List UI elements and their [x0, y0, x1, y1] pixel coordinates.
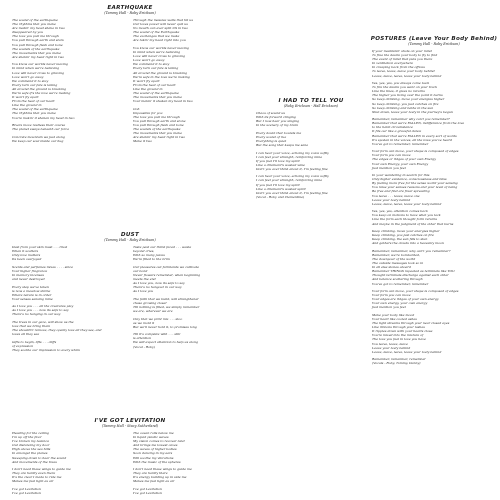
lyric-line: Every sound of rue: [256, 134, 287, 139]
lyric-line: The planet sways beneath our force: [12, 127, 70, 132]
lyric-line: Are shakin' my head right in two: [12, 54, 65, 59]
lyric-line: We keep our soul inside our hug: [12, 138, 64, 143]
song-postures: [370, 36, 498, 498]
lyric-line: To leave, leave, leave your body behind: [372, 69, 435, 74]
lyric-line: The sounds of the earthquake: [12, 46, 60, 51]
lyric-line: Every turn our fate is taking: [133, 66, 179, 71]
lyric-line: Leave your body behind: [372, 197, 411, 202]
lyric-line: The love you pull me through: [12, 34, 59, 39]
lyric-line: Remember, remember, remember: [372, 357, 426, 362]
lyrics-column: [12, 245, 127, 352]
lyric-line: Rivers move restless their course: [12, 123, 66, 128]
lyric-line: The ocean rolls below me: [133, 431, 174, 435]
lyrics-column: [12, 18, 122, 143]
lyric-line: It won't fly apart: [12, 95, 39, 100]
lyric-line: You've got to remember, remember: [372, 141, 429, 146]
lyrics-column: [372, 49, 496, 365]
lyric-line: Shut down, leave your body in the journey's begun: [372, 109, 453, 114]
song-earthquake: [8, 5, 252, 225]
lyric-line: In mind when we're believing: [12, 66, 60, 71]
lyric-line: It's the clear I made to ride me: [12, 475, 62, 480]
song-title: I HAD TO TELL YOU: [278, 98, 344, 104]
lyric-line: You're makin' it shaken my head in two: [12, 115, 75, 120]
lyric-line: You pull through earth and stone: [133, 118, 186, 123]
lyric-line: The higher you living over the point it burns: [372, 93, 443, 98]
lyric-line: There's no hangout in our way: [133, 285, 182, 290]
lyric-line: Heading for the ceiling: [12, 431, 49, 435]
lyric-line: And maybe in the judgment of the other that burns: [372, 221, 454, 226]
lyric-line: Your form can move, your shape is composed of edges: [372, 289, 459, 293]
lyric-line: love that we bring them: [12, 324, 51, 329]
lyric-line: Sweeping down to hear the sound: [12, 455, 67, 460]
lyric-line: The sound of the earthquake: [12, 107, 58, 112]
lyric-line: of expression: [12, 343, 34, 348]
song-i-had-to-tell-you: [250, 98, 372, 228]
song-credit: (Tammy Hall - Roby Erickson): [104, 238, 156, 242]
lyric-line: chase growing closer: [133, 300, 167, 305]
lyric-line: Makes me feel light as air: [133, 479, 175, 484]
lyric-line: Through the massive walls that hit us: [133, 18, 193, 22]
lyric-line: Leave, leave, leave, leave your body behind: [372, 73, 442, 78]
lyric-line: Your senses sensing mine: [12, 296, 53, 301]
lyric-line: There's no hanging in our way: [12, 312, 61, 317]
lyric-line: Be free and find are freer spreading: [372, 189, 430, 194]
lyric-line: Your higher fragrance: [12, 268, 48, 273]
lyric-line: Gifts to begin, lifts . . . cliffs: [12, 339, 57, 344]
lyric-line: Your form you can move: [372, 153, 411, 158]
song-dust: [8, 232, 252, 414]
lyric-line: we are, wherever we are: [133, 309, 173, 314]
lyric-line: We command it to stay: [12, 78, 49, 83]
lyric-line: As I love you, now its safe to say: [133, 281, 185, 286]
lyric-line: beyond cries,: [133, 249, 155, 254]
lyric-line: You leave . . . leave, leave one: [372, 193, 420, 198]
lyric-line: I don't need these wings to guide me: [133, 467, 192, 472]
lyric-line: our bond: [133, 268, 148, 273]
lyric-line: The rhythms that you make: [12, 111, 56, 116]
lyric-line: I've got Levitation: [133, 491, 162, 495]
lyric-line: It won't fly apart: [133, 78, 160, 83]
lyric-line: It ripples down with your hearts close: [372, 329, 433, 334]
lyric-line: Don't you ever think about it, I'm feeling fine: [256, 190, 328, 195]
lyric-line: As I love you . . . now its safe to say: [12, 308, 69, 313]
lyric-line: You're mixed into the mixture of: [372, 333, 424, 338]
lyric-line: Thought terminals discharge against each other: [372, 273, 449, 278]
lyric-line: To fire the desire you want on your track: [372, 85, 438, 90]
lyric-line: In your wandering in search for this: [372, 173, 430, 178]
lyric-line: I can hear your voice, echoing my voice softly: [256, 150, 329, 155]
song-credit: (Roky Erickson - Hall Erickson): [283, 104, 338, 108]
lyric-line: To free the desire your body to fly to find: [372, 53, 438, 58]
lyric-line: The sounds of the earthquake: [133, 127, 181, 132]
lyric-line: Remember, remember, why can't you remember?: [372, 248, 451, 253]
lyric-line: The outside messages look so in: [372, 261, 424, 266]
lyric-line: Your own energy, your own energy: [372, 301, 428, 306]
lyric-line: Are makin' my head shake in two: [12, 26, 65, 31]
lyric-line: As I love you: [133, 289, 154, 294]
lyric-line: We're safe if's the love we're making: [12, 90, 71, 95]
lyric-line: The trees in our gaze, will show us the: [12, 319, 74, 324]
lyric-line: Till nothing is filled, we simply remember: [133, 305, 200, 309]
song-title: DUST: [120, 232, 140, 238]
lyric-line: Clay that we print mix . . . stoo: [133, 316, 183, 321]
lyric-line: They are hardly even there: [12, 471, 56, 476]
lyric-line: Till it's complete with . . . still: [133, 332, 181, 337]
lyric-line: The exchanges that we make: [133, 34, 180, 39]
lyric-line: Your heart like cooled ashes: [372, 316, 417, 321]
lyric-line: Don't you ever think about it, I'm feeling fine: [256, 166, 328, 171]
lyric-line: But we'll never hold it, to promises long: [133, 324, 197, 329]
lyric-line: I've got Levitation: [133, 486, 162, 491]
lyric-line: You pull through flesh and bone: [12, 42, 63, 47]
lyric-line: Remember that we're FALLEN in every sort of words: [372, 133, 457, 138]
lyric-line: Like the ground in: [12, 103, 42, 108]
lyric-line: Your form can move, your shape is composed of edges: [372, 149, 459, 154]
lyric-line: The shouldn't remove, they openly love all they see, and: [12, 328, 102, 333]
lyric-line: as we mold it: [133, 320, 155, 325]
lyric-line: Out distancing my door: [12, 443, 50, 448]
lyric-line: Love won't go away: [12, 74, 44, 79]
lyric-line: Every turn our fate is taking: [12, 82, 58, 87]
lyric-line: Remember that we're FALLEN, indifference from the love: [372, 121, 465, 126]
lyric-line: Where nature is in order: [12, 292, 52, 297]
lyric-line: meets the end: [133, 277, 156, 282]
lyric-line: All around the ground is breaking: [12, 86, 66, 91]
song-title: EARTHQUAKE: [107, 5, 153, 11]
lyric-line: You keep on motions to have what you lack: [372, 213, 441, 218]
lyric-line: The sound of the earthquake: [133, 90, 179, 95]
lyric-line: The movements that you make: [133, 95, 182, 100]
lyrics-column: [12, 431, 127, 495]
lyric-line: In creeping back from the offices: [372, 65, 425, 70]
lyric-line: Dust from your skin must . . . trust: [12, 245, 68, 249]
lyric-line: and never destroyed: [12, 277, 45, 282]
lyric-line: With the music of the spheres: [133, 459, 181, 464]
lyric-line: You leave, leave, leave: [372, 341, 408, 346]
lyric-line: I don't need these wings to guide me: [12, 467, 71, 472]
lyrics-column: [133, 18, 248, 144]
song-title: I'VE GOT LEVITATION: [94, 418, 166, 424]
lyric-line: Our pleasures out farmlands we cultivate: [133, 264, 200, 269]
lyric-line: Yes, yes, yes, attention comes back: [372, 209, 428, 214]
lyric-line: From the heat of our heart: [12, 99, 55, 104]
lyric-line: No mouth can ever split US in two: [133, 26, 189, 31]
lyric-line: Are takin' my head right into you: [133, 38, 186, 43]
lyric-line: Makes me feel light as air: [12, 479, 54, 484]
lyric-line: Your own Energy, your own Energy: [372, 161, 429, 166]
lyric-line: You know our worlds never leaving: [133, 45, 189, 50]
lyric-line: Remember, we're bombarded,: [372, 252, 420, 257]
lyric-line: Keep climbing, move your energies higher: [372, 229, 440, 233]
lyric-line: In all else stones aboard: [372, 265, 411, 270]
lyric-line: Keep climbing, you just catches on fire: [372, 233, 434, 238]
lyric-line: Your edges are ridges of your own energy: [372, 297, 439, 302]
lyric-line: disappeared by you: [12, 30, 44, 35]
lyric-line: Every doubt that bounds me: [256, 130, 302, 135]
lyric-line: Make it two: [133, 139, 152, 144]
lyric-line: Soon dancing in my ears: [133, 451, 173, 456]
lyric-line: Will soothe my vibrations: [133, 455, 174, 460]
lyric-line: I can feel your strength, reinforcing mine: [256, 178, 323, 183]
lyric-line: If your maddenin' shots on your mind: [372, 49, 432, 53]
lyric-line: In the scenery of my brain: [256, 123, 299, 128]
lyric-line: If you feel I'll love my spirit: [256, 158, 300, 163]
lyric-line: Your form you can move: [372, 293, 411, 298]
lyric-line: Never flowers remember, when beginning: [133, 272, 201, 277]
lyric-line: You know our worlds never leaving: [12, 62, 68, 67]
lyrics-column: [133, 431, 248, 495]
lyric-line: The faith that we build, will strengthener: [133, 296, 199, 301]
lyric-line: And gathers the clouds into a heavenly moon: [372, 241, 444, 246]
lyric-line: Make your body like mood: [372, 312, 415, 317]
lyric-line: It's spoken in the voices, all the lows you've heard: [372, 137, 452, 142]
lyric-line: Are shakin' my head right in two: [133, 135, 186, 140]
lyric-line: Concrete mountain we just along: [12, 134, 65, 139]
lyric-line: The sound of the Earthquake: [133, 30, 180, 35]
lyric-line: We command it to stay: [133, 62, 170, 67]
lyric-line: is attention: [133, 336, 152, 341]
lyric-line: With so many juices: [133, 253, 165, 258]
lyric-line: And movements of the trees: [12, 459, 57, 464]
lyrics-column: [256, 111, 370, 199]
lyric-line: As I love you . . . all the creatures play: [12, 304, 74, 309]
lyric-line: I'm up off the floor: [12, 435, 42, 440]
lyric-line: Like a drunkard's wasted wine: [256, 162, 305, 167]
lyric-line: They soothe our impression to every whim: [12, 347, 80, 352]
lyric-line: Our loves power will never quit us: [133, 22, 188, 27]
lyric-line: Your makin' it shaken my head in two: [133, 99, 193, 104]
lyric-line: But the song that keeps me sane: [256, 143, 309, 148]
song-credit: (Tammy Hall - Roby Erickson): [104, 11, 156, 15]
lyric-line: They are hardly there: [133, 471, 168, 476]
song-credit: (Tammy Hall - Stacy Sutherland): [101, 424, 159, 428]
lyric-line: The sound of the earthquake: [12, 18, 58, 22]
lyric-line: Chaos of sound us: [256, 111, 286, 115]
lyric-line: So keep climbing and bathe in the sun: [372, 105, 434, 110]
lyric-line: In mind when we're believing: [133, 50, 181, 55]
lyric-line: Taste past our thirst faced . . . waste: [133, 245, 192, 249]
lyric-line: Keep climbing, the sun fills to stun: [372, 237, 428, 242]
lyric-line: Only love matters: [12, 253, 41, 258]
lyric-line: We're filled to the brim: [133, 257, 170, 262]
lyric-line: I can hear your voice, echoing my voice softly: [256, 174, 329, 179]
lyric-line: From the heat of our heart: [133, 82, 176, 87]
lyric-line: The downpour of the world: [372, 256, 416, 261]
lyric-line: High above the sea hills: [12, 447, 51, 452]
lyric-line: In ventilation everywhere: [372, 61, 413, 66]
lyric-line: Love will never cross to grieving: [133, 54, 186, 59]
lyric-line: Love won't go away: [133, 58, 165, 63]
lyric-line: Line the form each thought form returns: [372, 217, 437, 222]
lyric-line: So keep climbing, you just catches on fire: [372, 101, 439, 106]
lyrics-column: [133, 245, 248, 349]
song-levitation: [8, 418, 252, 498]
lyric-line: With its forward clinging: [256, 115, 296, 120]
lyric-line: In memory incenses: [12, 272, 44, 277]
lyric-line: I've broken my balance: [12, 439, 50, 444]
lyric-line: (Vocal - Roby): [133, 344, 156, 349]
lyric-line: Ooh: [133, 106, 140, 111]
song-credit: (Tammy Hall - Roby Erickson): [408, 42, 460, 46]
lyric-line: In liquid plastic waves: [133, 435, 169, 440]
lyric-line: But I now hear you singing: [256, 119, 300, 124]
lyric-line: Love will never cross to grieving: [12, 70, 65, 75]
lyric-line: Leave, leave, leave, leave your body behind: [372, 201, 442, 206]
lyric-line: Yes, yes, yes, you always come back: [372, 81, 430, 86]
lyric-line: You pull through earth and stars: [12, 38, 64, 43]
lyric-line: All around the ground is breaking: [133, 70, 187, 75]
lyric-line: So keep climbing, move your energies higher: [372, 97, 445, 102]
lyric-line: Scents and perfumes mixes . . . . since: [12, 264, 74, 269]
lyric-line: The edges or ridges of your own Energy: [372, 157, 437, 162]
lyric-line: Leave, leave, leave, leave your body behind: [372, 349, 442, 354]
lyric-line: Just mention you feel: [372, 305, 406, 310]
lyric-line: Impossible for you: [133, 110, 163, 115]
lyric-line: Only higher existence, consciousness and bliss: [372, 177, 447, 182]
lyric-line: When it scatters: [12, 249, 39, 254]
lyric-line: The event of mind that puts you there: [372, 57, 433, 62]
lyric-line: I can feel your strength, reinforcing mine: [256, 154, 323, 159]
lyric-line: Leave your body behind: [372, 345, 411, 350]
lyric-line: And balance scattering through: [372, 277, 423, 282]
lyric-line: (Vocal - Roby and Clementine): [256, 194, 305, 199]
lyric-line: You raise your senses reasons and your level of being: [372, 185, 458, 190]
lyric-line: The love you feel in love you have: [372, 337, 426, 342]
lyric-line: Remember, remember why can't you remember?: [372, 117, 450, 122]
lyric-line: It fits our like a graceful dance: [372, 129, 422, 134]
lyric-line: In amongst the planes: [12, 451, 48, 456]
lyric-line: Remember THINGS repeated as terminals like YOU: [372, 269, 455, 274]
lyric-line: I've got Levitation: [12, 491, 41, 495]
lyric-line: Line the lines, it gives no returns: [372, 89, 425, 94]
lyric-line: Like ribbons through your lashes: [372, 325, 425, 330]
lyric-line: The movements that you make: [12, 50, 61, 55]
lyric-line: I've got Levitation: [12, 486, 41, 491]
lyric-line: And brings me lowest caves: [133, 443, 178, 448]
lyric-line: The love you pull me through: [133, 114, 180, 119]
song-title: POSTURES (Leave Your Body Behind): [370, 36, 498, 42]
lyric-line: If you feel I'll love my spirit: [256, 182, 300, 187]
lyric-line: By feeling more free for the sense world your sensing: [372, 181, 458, 186]
lyric-line: My vision comes to recover land: [133, 439, 185, 444]
lyric-line: (Vocals - Roby, Tommy, Danny): [372, 361, 421, 366]
lyric-line: Like a drunkard's wasted spirit: [256, 186, 306, 191]
lyric-line: Everything is quiet: [256, 138, 287, 143]
lyric-line: to the habit circumstance: [372, 125, 413, 130]
lyric-line: We will expect attention to help us along: [133, 340, 198, 345]
lyric-line: It's energy building up in side me: [133, 475, 187, 480]
lyric-line: The waves of higher bodies: [133, 447, 177, 452]
lyric-line: is now a meadow shrine: [12, 288, 51, 293]
lyric-line: The movements that you make: [133, 131, 182, 136]
lyric-line: Its been overjoyed: [12, 257, 42, 262]
lyric-line: The rhythms that you make: [12, 22, 56, 27]
lyric-line: You pull through flesh and bone: [133, 123, 184, 128]
lyric-line: loves all they see: [12, 332, 40, 337]
lyric-line: Like the ground in: [133, 86, 163, 91]
lyric-line: We're safe in the love we're making: [133, 74, 190, 79]
lyric-line: The light streams through your near closed eyes: [372, 321, 450, 326]
lyric-line: You've got to remember, remember: [372, 281, 429, 286]
lyric-line: Every step we've taken: [12, 284, 49, 289]
lyric-line: Just mention you feel: [372, 165, 406, 170]
